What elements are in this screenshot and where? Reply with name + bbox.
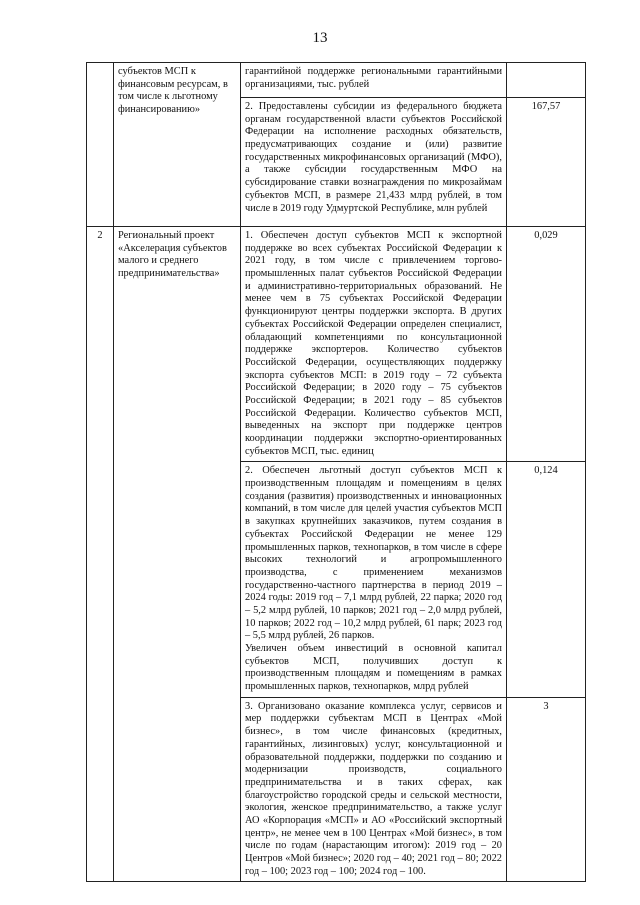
- result-description-cell: [241, 462, 507, 697]
- target-value-cell: 0,029: [507, 227, 586, 462]
- project-name-cell: Региональный проект «Акселерация субъектов малого и среднего предпринимательства»: [114, 227, 241, 882]
- description-paragraph: 2. Предоставлены субсидии из федерального бюджета органам государственной власти субъектов Российской Федерации на исполнение расходных обязательств, предусматривающих создание и (или) развитие государственных микрофинансовых организаций (МФО), а также субсидии государственным МФО на субсидирование ставки вознаграждения по микрозаймам субъектов МСП, в размере 21,433 млрд рублей, в том числе в 2019 году Удмуртской Республике, млн рублей: [245, 101, 502, 214]
- description-paragraph: гарантийной поддержке региональными гарантийными организациями, тыс. рублей: [245, 66, 502, 90]
- result-description-cell: [241, 227, 507, 462]
- row-number-cell: [87, 63, 114, 227]
- measures-table: [86, 62, 586, 882]
- table-row: [87, 227, 586, 462]
- description-paragraph: Увеличен объем инвестиций в основной капитал субъектов МСП, получивших доступ к производственным площадям и помещениям в рамках промышленных парков, технопарков, млрд рублей: [245, 643, 502, 693]
- target-value-cell: 3: [507, 697, 586, 882]
- target-value-cell: [507, 63, 586, 98]
- description-paragraph: 1. Обеспечен доступ субъектов МСП к экспортной поддержке во всех субъектах Российской Федерации к 2021 году, в том числе с привлечением торгово-промышленных палат субъектов Российской Федерации и административно-территориальных образований. Не менее чем в 75 субъектах Российской Федерации функционируют центры поддержки экспорта. В других субъектах Российской Федерации определен специалист, обладающий компетенциями по консультационной поддержке экспортеров. Количество субъектов Российской Федерации, осуществляющих поддержку экспорта субъектов МСП: в 2019 году – 72 субъекта Российской Федерации; в 2020 году – 75 субъектов Российской Федерации; в 2021 году – 85 субъектов Российской Федерации. Количество субъектов МСП, выведенных на экспорт при поддержке центров координации поддержки экспортно-ориентированных субъектов МСП, тыс. единиц: [245, 230, 502, 457]
- table-row: [87, 63, 586, 98]
- result-description-cell: [241, 98, 507, 227]
- target-value-cell: 0,124: [507, 462, 586, 697]
- target-value-cell: 167,57: [507, 98, 586, 227]
- description-paragraph: 2. Обеспечен льготный доступ субъектов МСП к производственным площадям и помещениям в целях создания (развития) производственных и инновационных компаний, в том числе для целей участия субъектов МСП в закупках крупнейших заказчиков, путем создания в субъектах Российской Федерации не менее 129 промышленных парков, технопарков, в том числе в сфере высоких технологий и агропромышленного производства, с применением механизмов государственно-частного партнерства в период 2019 – 2024 годы: 2019 год – 7,1 млрд рублей, 22 парка; 2020 год – 5,2 млрд рублей, 10 парков; 2021 год – 2,0 млрд рублей, 10 парков; 2022 год – 10,2 млрд рублей, 61 парк; 2023 год – 5,5 млрд рублей, 26 парков.: [245, 465, 502, 642]
- page-number: 13: [312, 30, 328, 46]
- result-description-cell: [241, 63, 507, 98]
- description-paragraph: 3. Организовано оказание комплекса услуг, сервисов и мер поддержки субъектам МСП в Центрах «Мой бизнес», в том числе финансовых (кредитных, гарантийных, лизинговых) услуг, консультационной и образовательной поддержки, поддержки по созданию и модернизации производств, социального предпринимательства и в таких сферах, как благоустройство городской среды и сельской местности, экология, женское предпринимательство, а также услуг АО «Корпорация «МСП» и АО «Российский экспортный центр», не менее чем в 100 Центрах «Мой бизнес», в том числе по годам (нарастающим итогом): 2019 год – 20 Центров «Мой бизнес»; 2020 год – 40; 2021 год – 80; 2022 год – 100; 2023 год – 100; 2024 год – 100.: [245, 700, 502, 877]
- result-description-cell: [241, 697, 507, 882]
- row-number-cell: 2: [87, 227, 114, 882]
- project-name-cell: субъектов МСП к финансовым ресурсам, в том числе к льготному финансированию»: [114, 63, 241, 227]
